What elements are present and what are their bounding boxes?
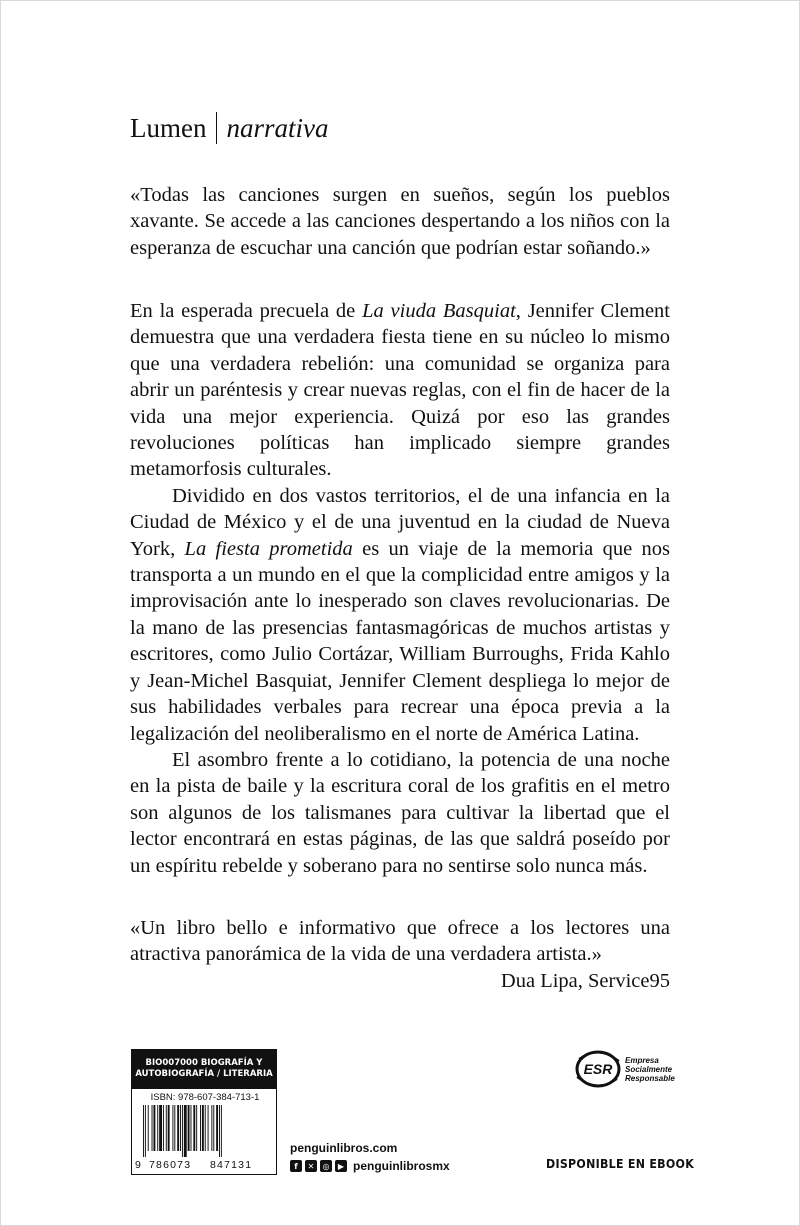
top-edge-line — [0, 0, 800, 1]
left-edge-line — [0, 0, 1, 1226]
barcode-bar — [216, 1105, 218, 1151]
barcode-bar — [196, 1105, 197, 1151]
barcode-bar — [148, 1105, 149, 1151]
review-attribution: Dua Lipa, Service95 — [500, 970, 670, 992]
barcode-bar — [174, 1105, 175, 1151]
barcode-bar — [184, 1105, 187, 1157]
website-link[interactable]: penguinlibros.com — [290, 1141, 398, 1155]
p2-text-b: es un viaje de la memoria que nos transporta a un mundo en el que la complicidad entre amigos y la improvisación ante lo inesperado son claves revolucionarias. De la mano de las presencias fantasmagóricas de muchos artistas y escritores, como Julio Cortázar, William Burroughs, Frida Kahlo y Jean-Michel Basquiat, Jennifer Clement despliega lo mejor de sus habilidades verbales para recrear una época previa a la legalización del neoliberalismo en el norte de América Latina. — [130, 537, 670, 745]
barcode-bar — [172, 1105, 173, 1151]
epigraph-quote — [130, 182, 670, 261]
barcode-bar — [166, 1105, 167, 1151]
barcode-bar — [145, 1105, 146, 1157]
ebook-availability: DISPONIBLE EN EBOOK — [546, 1157, 695, 1171]
publisher-name: Lumen — [130, 113, 207, 143]
barcode-bar — [177, 1105, 179, 1151]
barcode-bar — [163, 1105, 164, 1151]
imprint-divider — [216, 112, 217, 144]
barcode-bar — [191, 1105, 192, 1151]
barcode-left-digits: 786073 — [149, 1159, 192, 1171]
barcode-bar — [157, 1105, 158, 1151]
epigraph-text: «Todas las canciones surgen en sueños, según los pueblos xavante. Se accede a las canciones despertando a los niños con la esperanza de escuchar una canción que podrían estar soñando.» — [130, 184, 670, 259]
esr-line-3: Responsable — [625, 1073, 675, 1083]
barcode-bar — [221, 1105, 222, 1157]
barcode-bar — [219, 1105, 220, 1157]
barcode-lead-digit: 9 — [135, 1159, 143, 1171]
barcode-bar — [188, 1105, 190, 1151]
facebook-icon[interactable]: f — [290, 1160, 302, 1172]
instagram-icon[interactable]: ◎ — [320, 1160, 332, 1172]
barcode-bar — [153, 1105, 155, 1151]
isbn-label: ISBN: 978-607-384-713-1 — [150, 1092, 260, 1103]
barcode-box — [131, 1089, 277, 1175]
barcode-bar — [205, 1105, 206, 1151]
esr-seal — [573, 1047, 675, 1091]
p2-book-title: La fiesta prometida — [184, 537, 353, 560]
bisac-line-1: BIO007000 BIOGRAFÍA Y — [145, 1058, 263, 1068]
barcode-right-digits: 847131 — [210, 1159, 253, 1171]
p1-text-a: En la esperada precuela de — [130, 300, 363, 322]
barcode-bar — [211, 1105, 212, 1151]
esr-logo-icon — [573, 1047, 623, 1091]
synopsis-paragraph-1 — [130, 298, 670, 483]
barcode-bar — [182, 1105, 183, 1157]
social-links — [290, 1159, 450, 1173]
bisac-line-2: AUTOBIOGRAFÍA / LITERARIA — [135, 1069, 273, 1079]
synopsis-paragraph-2 — [130, 483, 670, 747]
barcode-bar — [180, 1105, 181, 1151]
barcode-bar — [208, 1105, 209, 1151]
barcode-bar — [202, 1105, 204, 1151]
youtube-icon[interactable]: ▶ — [335, 1160, 347, 1172]
ean-barcode — [142, 1105, 272, 1157]
review-quote — [130, 915, 670, 968]
barcode-bar — [193, 1105, 195, 1151]
barcode-bar — [159, 1105, 162, 1151]
esr-line-2: Socialmente — [625, 1064, 673, 1074]
x-icon[interactable]: ✕ — [305, 1160, 317, 1172]
bisac-category-label — [131, 1049, 277, 1089]
esr-line-1: Empresa — [625, 1055, 659, 1065]
p1-text-b: , Jennifer Clement demuestra que una verdadera fiesta tiene en su núcleo lo mismo que una verdadera rebelión: una comunidad se organiza para abrir un paréntesis y crear nuevas reglas, con el fin de hacer de la vida una mejor experiencia. Quizá por eso las grandes revoluciones políticas han implicado siempre grandes metamorfosis culturales. — [130, 300, 670, 481]
review-text: «Un libro bello e informativo que ofrece a los lectores una atractiva panorámica de la vida de una verdadera artista.» — [130, 917, 670, 966]
barcode-bar — [152, 1105, 153, 1151]
barcode-bar — [168, 1105, 170, 1151]
barcode-bar — [200, 1105, 201, 1151]
p2-text-a: Dividido en dos vastos territorios, el de una infancia en la Ciudad de México y el de una juventud en la ciudad de Nueva York, — [130, 484, 670, 560]
p1-book-title: La viuda Basquiat — [362, 300, 516, 322]
barcode-bar — [213, 1105, 214, 1151]
synopsis-paragraph-3: El asombro frente a lo cotidiano, la potencia de una noche en la pista de baile y la escritura coral de los grafitis en el metro son algunos de los talismanes para cultivar la libertad que el lector encontrará en estas páginas, de las que saldrá poseído por un espíritu rebelde y soberano para no sentirse solo nunca más. — [130, 748, 670, 877]
synopsis — [130, 298, 670, 879]
social-handle[interactable]: penguinlibrosmx — [353, 1159, 450, 1173]
imprint-header — [130, 108, 329, 148]
barcode-bar — [143, 1105, 144, 1157]
esr-badge-text: ESR — [583, 1061, 613, 1077]
esr-text — [625, 1056, 675, 1083]
collection-name: narrativa — [226, 113, 329, 143]
